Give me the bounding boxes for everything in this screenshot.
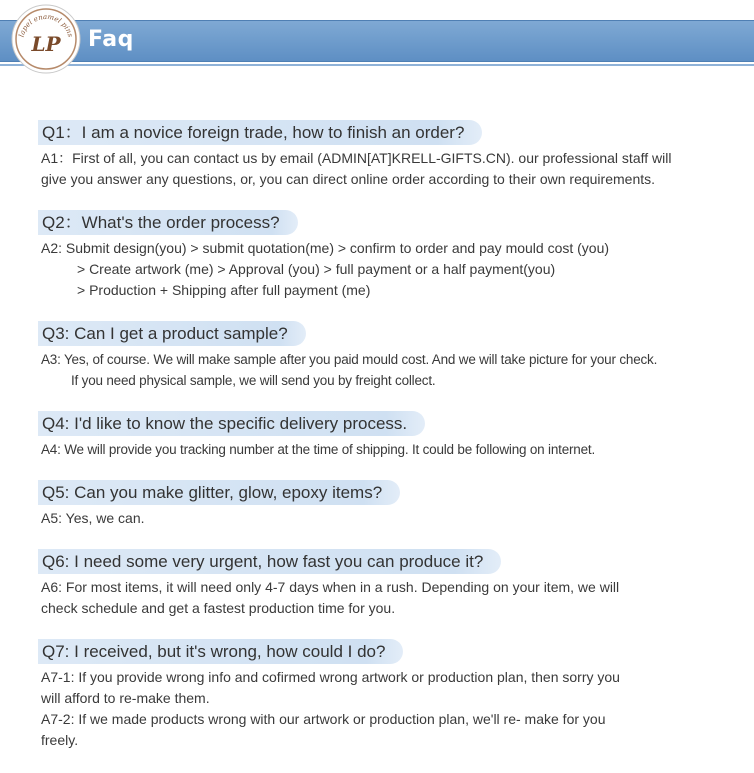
answer-line: A3: Yes, of course. We will make sample after you paid mould cost. And we will take picture for your check. — [41, 352, 658, 367]
header-underline — [0, 64, 754, 66]
answer-line: A5: Yes, we can. — [41, 510, 145, 526]
faq-question-7: Q7: I received, but it's wrong, how could I do? — [38, 639, 403, 664]
faq-item-6 — [38, 549, 619, 619]
answer-line: freely. — [41, 732, 79, 748]
faq-item-3 — [38, 321, 657, 391]
faq-answer-2 — [38, 238, 609, 301]
faq-question-5: Q5: Can you make glitter, glow, epoxy items? — [38, 480, 400, 505]
answer-line: A2: Submit design(you) > submit quotation(me) > confirm to order and pay mould cost (you) — [41, 240, 610, 256]
logo-monogram: LP — [31, 32, 61, 56]
faq-item-2 — [38, 210, 609, 301]
brand-logo — [11, 4, 81, 74]
answer-line: If you need physical sample, we will send you by freight collect. — [71, 373, 436, 388]
answer-line: A1：First of all, you can contact us by email (ADMIN[AT]KRELL-GIFTS.CN). our professional staff will — [41, 150, 672, 166]
faq-item-7 — [38, 639, 620, 751]
answer-line: > Create artwork (me) > Approval (you) > full payment or a half payment(you) — [77, 261, 556, 277]
faq-answer-4 — [38, 439, 595, 460]
logo-arc-text: lapel enamel pins — [17, 12, 75, 38]
faq-answer-1 — [38, 148, 671, 190]
answer-line: A4: We will provide you tracking number at the time of shipping. It could be following on internet. — [41, 442, 596, 457]
faq-answer-7 — [38, 667, 620, 751]
answer-line: give you answer any questions, or, you can direct online order according to their own requirements. — [41, 171, 656, 187]
answer-line: A7-1: If you provide wrong info and cofirmed wrong artwork or production plan, then sorry you — [41, 669, 620, 685]
faq-answer-3 — [38, 349, 657, 391]
faq-answer-5 — [38, 508, 400, 529]
faq-question-1: Q1：I am a novice foreign trade, how to finish an order? — [38, 120, 482, 145]
faq-question-2: Q2：What's the order process? — [38, 210, 298, 235]
answer-line: > Production + Shipping after full payment (me) — [77, 282, 371, 298]
faq-question-6: Q6: I need some very urgent, how fast you can produce it? — [38, 549, 501, 574]
answer-line: will afford to re-make them. — [41, 690, 210, 706]
faq-item-5 — [38, 480, 400, 529]
faq-item-1 — [38, 120, 671, 190]
answer-line: A6: For most items, it will need only 4-7 days when in a rush. Depending on your item, we will — [41, 579, 620, 595]
faq-answer-6 — [38, 577, 619, 619]
faq-item-4 — [38, 411, 595, 460]
faq-question-3: Q3: Can I get a product sample? — [38, 321, 306, 346]
answer-line: check schedule and get a fastest production time for you. — [41, 600, 396, 616]
answer-line: A7-2: If we made products wrong with our artwork or production plan, we'll re- make for you — [41, 711, 606, 727]
faq-question-4: Q4: I'd like to know the specific delivery process. — [38, 411, 425, 436]
page-title: Faq — [88, 27, 134, 52]
